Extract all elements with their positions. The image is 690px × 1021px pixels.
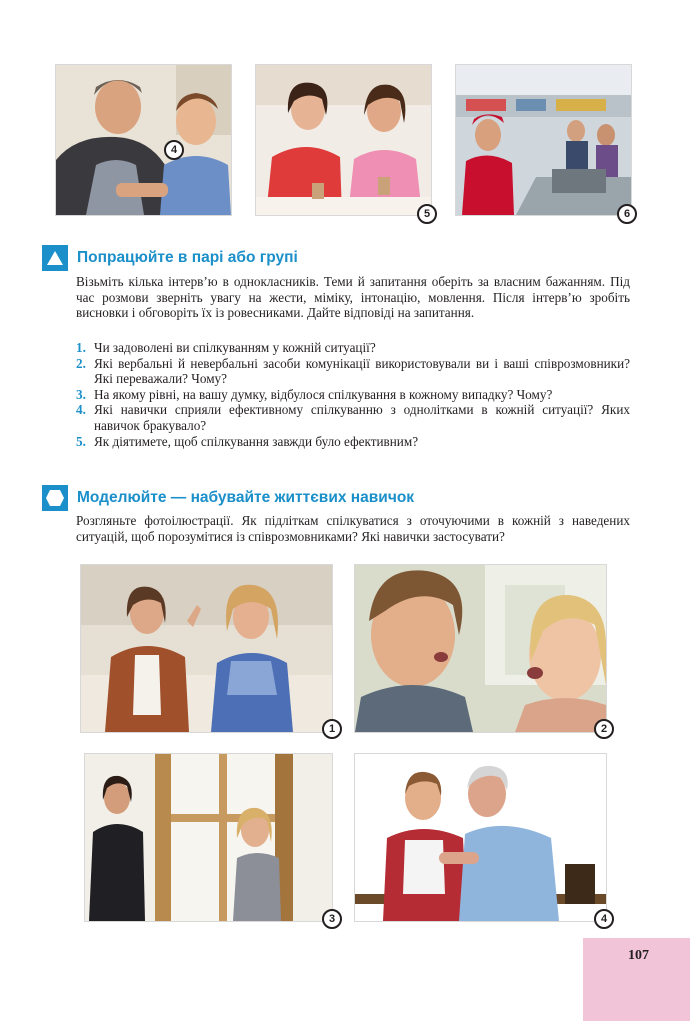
- photo-boy-and-woman-shouting: [354, 564, 607, 733]
- list-item: [76, 356, 630, 387]
- photo-number-badge: 1: [322, 719, 333, 733]
- question-text: Які вербальні й невербальні засоби комунікації використовували ви і ваші співрозмовники? Які переважали? Чому?: [94, 355, 630, 387]
- question-text: Які навички сприяли ефективному спілкуванню з однолітками в кожній ситуації? Яких навичок бракувало?: [94, 402, 630, 433]
- section-title: Попрацюйте в парі або групі: [77, 249, 298, 266]
- photo-number-badge: 4: [164, 140, 184, 160]
- photo-number-badge: 4: [594, 909, 607, 922]
- hexagon-icon: [42, 485, 68, 511]
- photo-father-and-son: [55, 64, 232, 216]
- section-intro-text: Візьміть кілька інтерв’ю в однокласників. Теми й запитання оберіть за власним бажанням. Під час розмови зверніть увагу на жести, міміку, інтонацію, мовлення. Після інтерв’ю зробіть висновки і обговоріть їх із ровесниками. Дайте відповіді на запитання.: [76, 274, 630, 321]
- list-item: [76, 340, 630, 356]
- section-title: Моделюйте — набувайте життєвих навичок: [77, 489, 415, 506]
- triangle-icon: [42, 245, 68, 271]
- questions-list: [76, 340, 630, 449]
- question-number: 3.: [76, 386, 86, 402]
- question-number: 5.: [76, 433, 86, 449]
- photo-number-badge: 2: [594, 719, 607, 733]
- photo-woman-girl-behind-door: [84, 753, 336, 925]
- list-item: [76, 402, 630, 433]
- list-item: [76, 434, 630, 450]
- photo-two-girls-ice-cream: [255, 64, 432, 220]
- question-text: Чи задоволені ви спілкуванням у кожній ситуації?: [94, 340, 376, 355]
- page-number: 107: [628, 948, 649, 963]
- question-text: На якому рівні, на вашу думку, відбулося спілкування в кожному випадку? Чому?: [94, 386, 553, 402]
- question-number: 1.: [76, 340, 86, 355]
- list-item: [76, 387, 630, 403]
- section-heading-life-skills: [42, 484, 414, 512]
- question-text: Як діятимете, щоб спілкування завжди було ефективним?: [94, 433, 419, 449]
- section-task-text: Розгляньте фотоілюстрації. Як підліткам спілкуватися з оточуючими в кожній з наведених ситуацій, щоб порозумітися із співрозмовниками? Які навички застосувати?: [76, 513, 630, 544]
- question-number: 2.: [76, 355, 86, 371]
- photo-man-and-teen-on-bench: [354, 753, 608, 925]
- photo-number-badge: 3: [322, 909, 333, 922]
- photo-number-badge: 6: [617, 204, 632, 216]
- photo-number-badge: 5: [417, 204, 432, 216]
- question-number: 4.: [76, 402, 86, 418]
- photo-mother-daughter-argue: [80, 564, 336, 735]
- photo-cashier-shop: [455, 64, 632, 220]
- section-heading-pair-work: [42, 244, 298, 272]
- page-number-tab: [583, 938, 690, 1021]
